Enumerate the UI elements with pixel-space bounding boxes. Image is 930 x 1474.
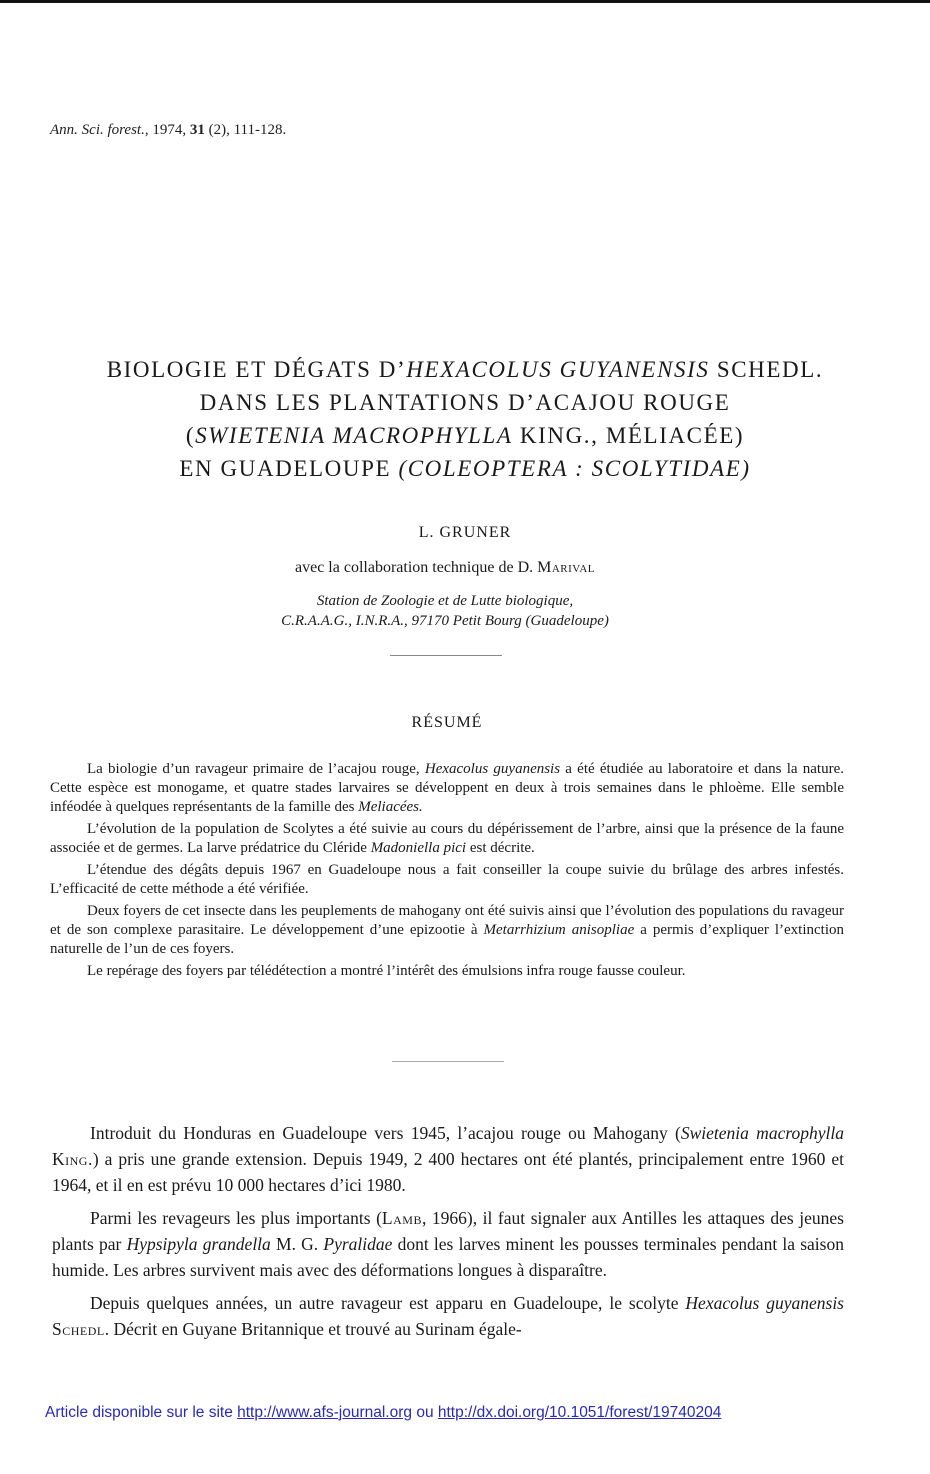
affiliation-line-1: Station de Zoologie et de Lutte biologique, [316,593,574,609]
journal-site-link[interactable]: http://www.afs-journal.org [237,1404,413,1421]
title-line-4 [40,452,890,485]
abstract-paragraph: Le repérage des foyers par télédétection a montré l’intérêt des émulsions infra rouge fausse couleur. [87,963,686,979]
title-line-3 [40,419,890,452]
abstract-paragraph: L’étendue des dégâts depuis 1967 en Guadeloupe nous a fait conseiller la coupe suivie du brûlage des arbres infestés. L’efficacité de cette méthode a été vérifiée. [50,862,844,897]
title-line-1 [40,353,890,386]
title-text: BIOLOGIE ET DÉGATS D’ [106,357,407,382]
collaboration-text: avec la collaboration technique de D. [295,559,538,576]
abstract-paragraph: La biologie d’un ravageur primaire de l’acajou rouge, Hexacolus guyanensis a été étudiée au laboratoire et dans la nature. Cette espèce est monogame, et quatre stades larvaires se développent en deux à trois semaines dans le phloème. Elle semble inféodée à quelques représentants de la famille des Meliacées. [50,761,845,815]
title-taxon: (COLEOPTERA : SCOLYTIDAE) [398,456,751,481]
body-paragraph: Depuis quelques années, un autre ravageur est apparu en Guadeloupe, le scolyte Hexacolus guyanensis Schedl. Décrit en Guyane Britannique et trouvé au Surinam égale- [52,1293,844,1339]
collaborator-name: Marival [537,559,595,576]
author-name: L. GRUNER [418,524,512,541]
citation-volume: 31 [189,122,205,138]
availability-footer [45,1404,721,1422]
journal-name: Ann. Sci. forest. [50,122,145,138]
title-species: HEXACOLUS GUYANENSIS [406,357,710,382]
doi-link[interactable]: http://dx.doi.org/10.1051/forest/19740204 [437,1404,722,1421]
collaboration-note [0,559,890,577]
journal-citation [50,122,286,139]
footer-text: ou [412,1404,438,1421]
top-border-rule [0,0,930,3]
title-line-2: DANS LES PLANTATIONS D’ACAJOU ROUGE [199,390,731,415]
abstract-paragraph: Deux foyers de cet insecte dans les peuplements de mahogany ont été suivis ainsi que l’évolution des populations du ravageur et de son complexe parasitaire. Le développement d’une epizootie à Metarrhizium anisopliae a permis d’expliquer l’extinction naturelle de l’un de ces foyers. [50,903,844,957]
title-text: SCHEDL. [709,357,824,382]
citation-issue-pages: (2), 111-128. [204,122,287,138]
citation-year: , 1974, [144,122,190,138]
separator-rule [390,655,502,656]
affiliation-line-2: C.R.A.A.G., I.N.R.A., 97170 Petit Bourg (Guadeloupe) [281,613,609,629]
title-text: EN GUADELOUPE [179,456,399,481]
body-paragraph: Introduit du Honduras en Guadeloupe vers 1945, l’acajou rouge ou Mahogany (Swietenia macrophylla King.) a pris une grande extension. Depuis 1949, 2 400 hectares ont été plantés, principalement entre 1960 et 1964, et il en est prévu 10 000 hectares d’ici 1980. [52,1123,844,1195]
title-text: KING., MÉLIACÉE) [512,423,745,448]
title-species: SWIETENIA MACROPHYLLA [195,423,513,448]
affiliation [0,591,890,631]
separator-rule [392,1061,504,1062]
body-paragraph: Parmi les revageurs les plus importants (Lamb, 1966), il faut signaler aux Antilles les attaques des jeunes plants par Hypsipyla grandella M. G. Pyralidae dont les larves minent les pousses terminales pendant la saison humide. Les arbres survivent mais avec des déformations longues à disparaître. [52,1208,844,1280]
abstract-paragraph: L’évolution de la population de Scolytes a été suivie au cours du dépérissement de l’arbre, ainsi que la présence de la faune associée et de germes. La larve prédatrice du Cléride Madoniella pici est décrite. [50,821,844,856]
abstract [50,760,844,984]
resume-heading: RÉSUMÉ [411,714,483,731]
article-body [52,1120,844,1349]
article-title [40,353,890,485]
title-text: ( [185,423,196,448]
footer-text: Article disponible sur le site [45,1404,238,1421]
